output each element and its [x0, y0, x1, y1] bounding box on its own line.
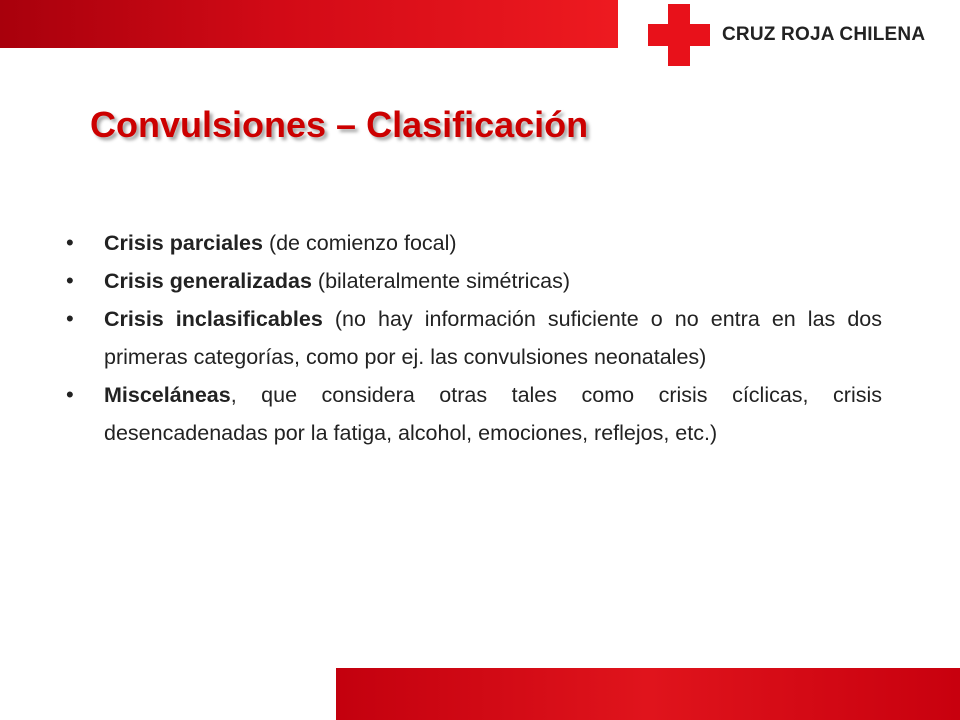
footer-decor-bar	[336, 668, 960, 720]
bullet-term: Crisis inclasificables	[104, 307, 323, 331]
bullet-term: Crisis generalizadas	[104, 269, 312, 293]
bullet-icon: •	[66, 306, 74, 331]
brand-logo	[648, 4, 925, 66]
list-item	[66, 224, 882, 262]
bullet-term: Crisis parciales	[104, 231, 263, 255]
brand-name: CRUZ ROJA CHILENA	[722, 24, 926, 45]
bullet-icon: •	[66, 230, 74, 255]
bullet-icon: •	[66, 268, 74, 293]
bullet-icon: •	[66, 382, 74, 407]
bullet-text: (bilateralmente simétricas)	[311, 269, 571, 293]
list-item	[66, 300, 882, 376]
red-cross-icon	[648, 4, 710, 66]
bullet-text: , que considera otras tales como crisis cíclicas, crisis desencadenadas por la fatiga, alcohol, emociones, reflejos, etc.)	[104, 383, 882, 445]
bullet-term: Misceláneas	[104, 383, 231, 407]
bullet-text: (de comienzo focal)	[262, 231, 457, 255]
bullet-list	[66, 224, 882, 452]
list-item	[66, 376, 882, 452]
bullet-text: (no hay información suficiente o no entra en las dos primeras categorías, como por ej. las convulsiones neonatales)	[104, 307, 882, 369]
list-item	[66, 262, 882, 300]
slide-title: Convulsiones – Clasificación	[90, 104, 589, 145]
header-decor-bar	[0, 0, 618, 48]
